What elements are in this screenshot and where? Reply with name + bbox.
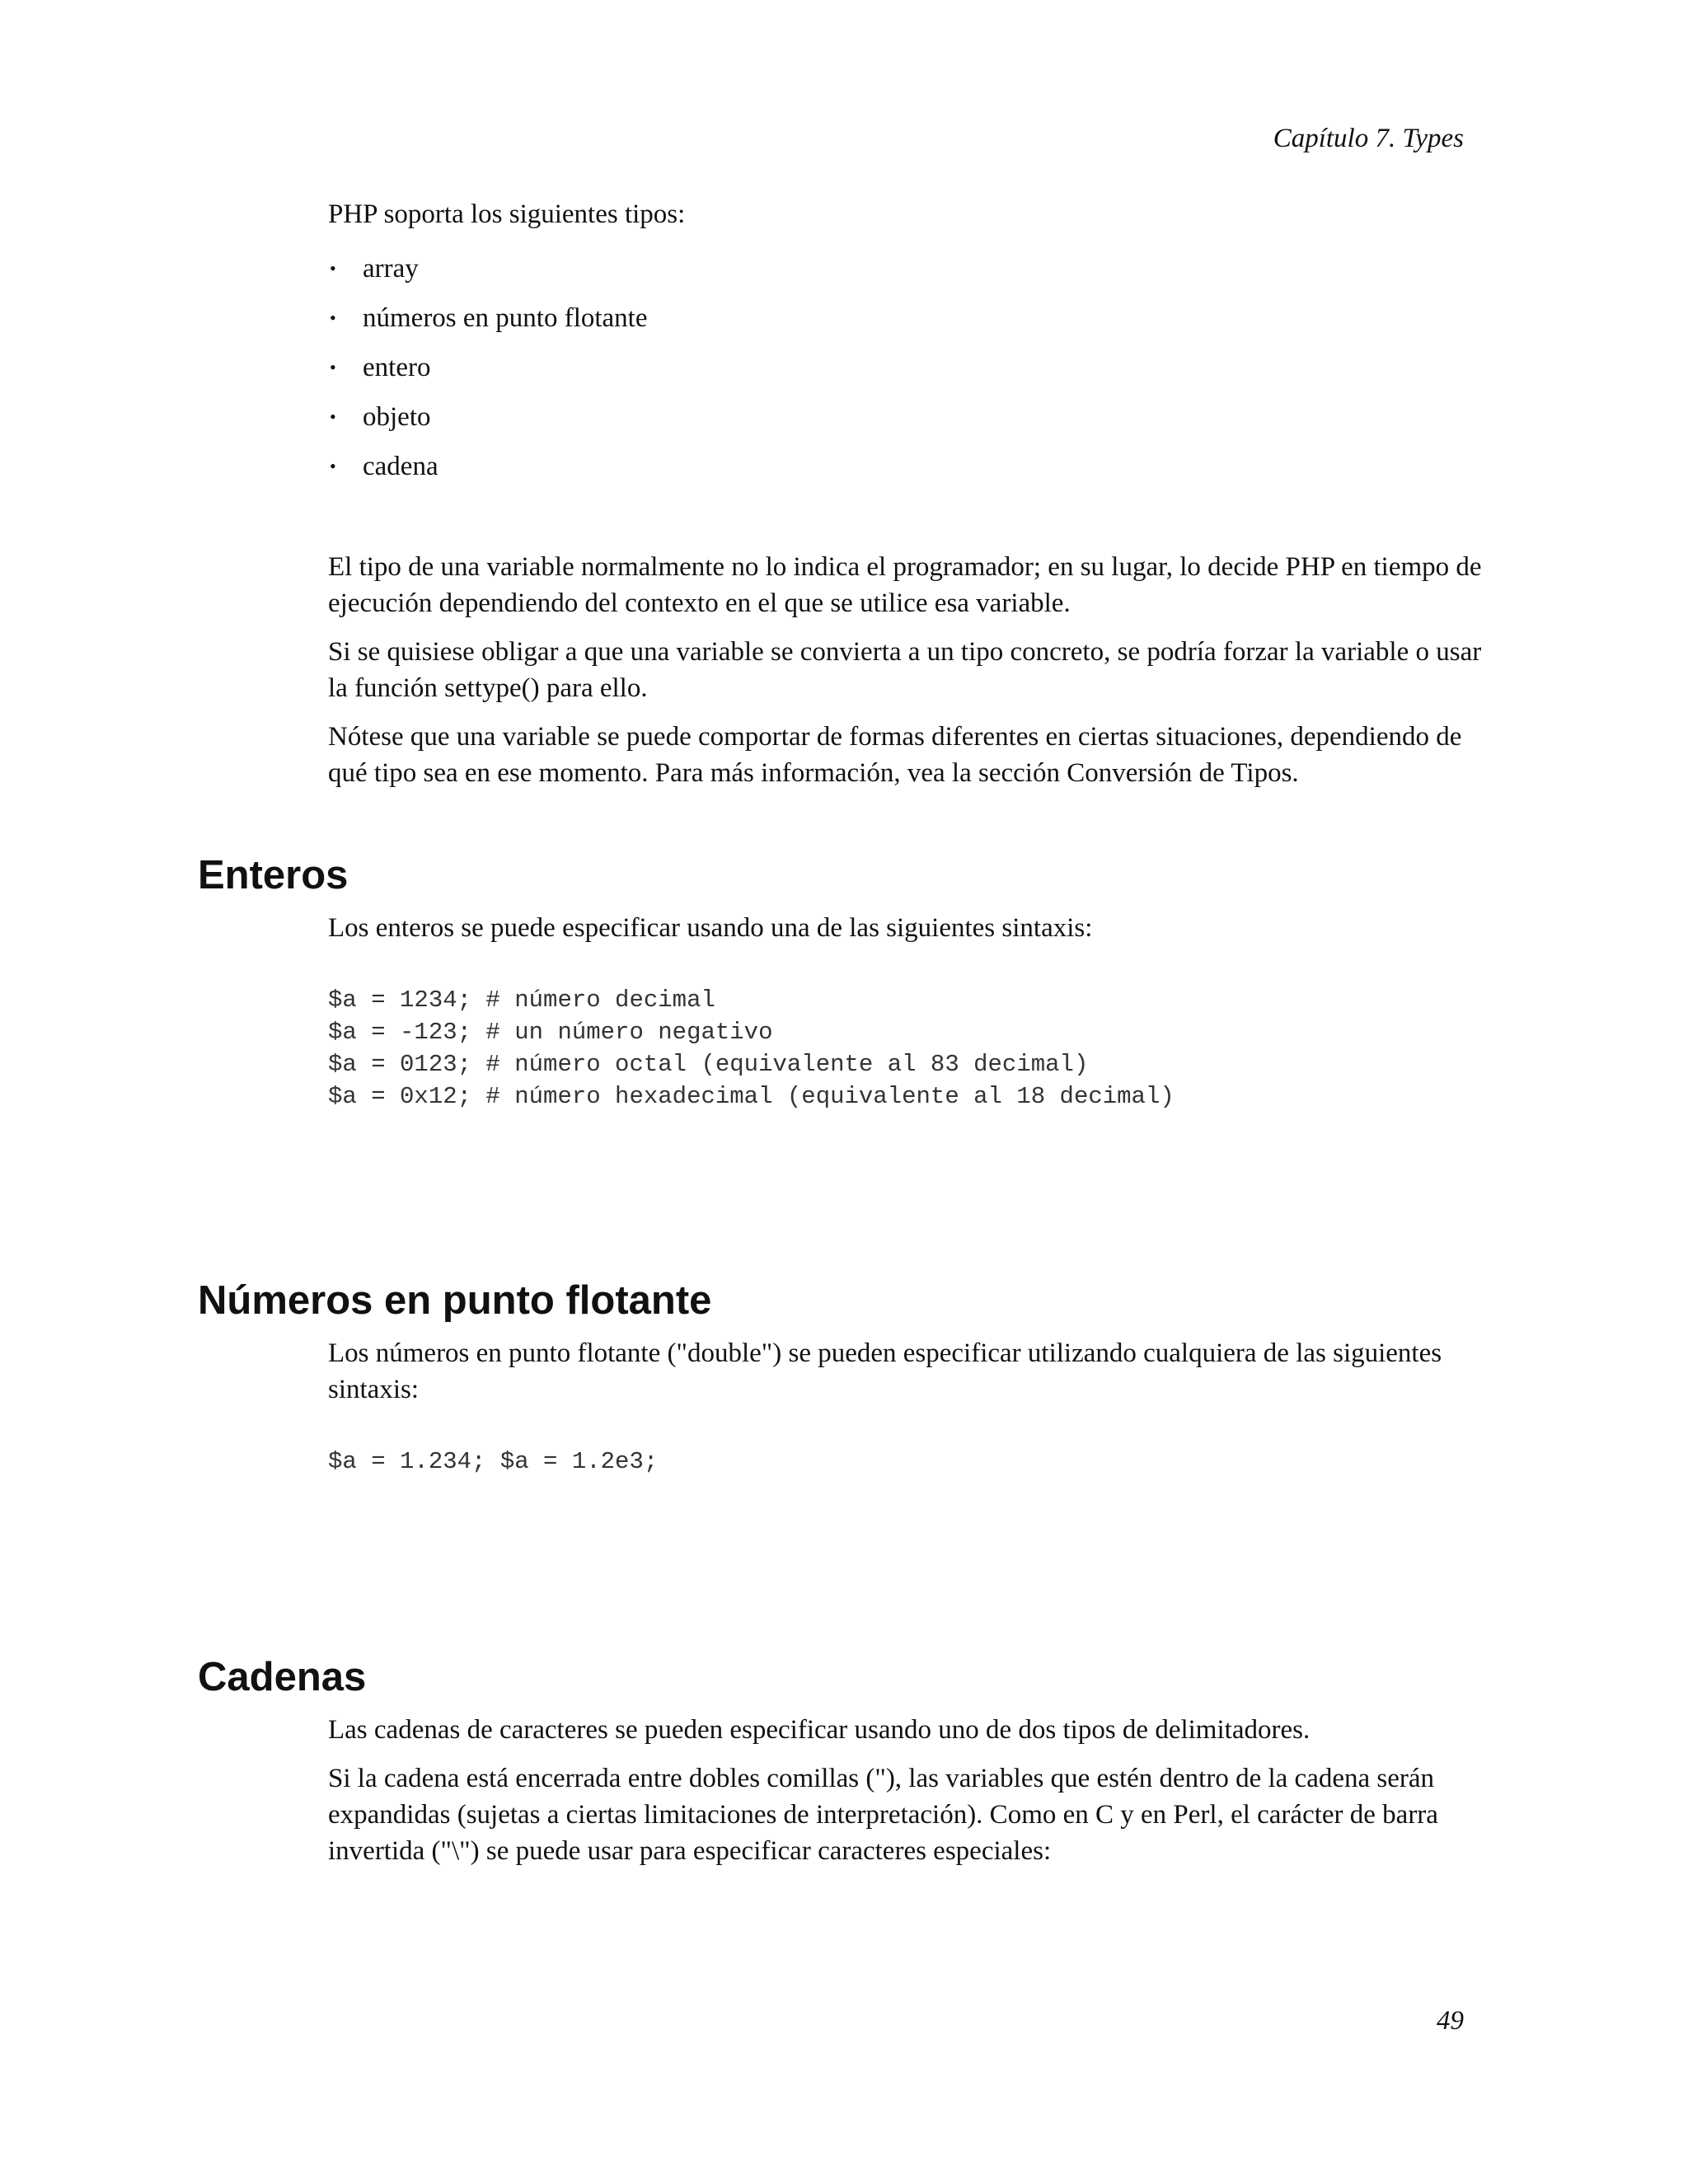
section-heading-cadenas: Cadenas [198,1655,367,1699]
types-intro: PHP soporta los siguientes tipos: [328,199,686,229]
bullet-icon: • [330,406,336,427]
page-content [198,196,1482,1869]
bullet-icon: • [330,456,336,476]
bullet-icon: • [330,357,336,377]
list-item-label: números en punto flotante [363,303,648,333]
code-block-flotantes: $a = 1.234; $a = 1.2e3; [328,1448,659,1475]
bullet-icon: • [330,307,336,328]
running-header: Capítulo 7. Types [1273,124,1464,153]
section-heading-enteros: Enteros [198,853,349,898]
types-list [328,244,1482,491]
list-item [328,442,1482,491]
types-explanation [328,549,1482,791]
paragraph: Nótese que una variable se puede comportar de formas diferentes en ciertas situaciones, dependiendo de qué tipo sea en ese momento. Para más información, vea la sección Conversión de Tipos. [328,722,1462,788]
cadenas-intro: Las cadenas de caracteres se pueden especificar usando uno de dos tipos de delimitadores. [328,1715,1311,1745]
paragraph: El tipo de una variable normalmente no lo indica el programador; en su lugar, lo decide PHP en tiempo de ejecución dependiendo del contexto en el que se utilice esa variable. [328,552,1482,618]
list-item-label: array [363,254,419,284]
list-item [328,293,1482,343]
list-item-label: cadena [363,452,438,481]
enteros-intro: Los enteros se puede especificar usando una de las siguientes sintaxis: [328,913,1093,943]
paragraph: Si la cadena está encerrada entre dobles comillas ("), las variables que estén dentro de la cadena serán expandidas (sujetas a ciertas limitaciones de interpretación). Como en C y en Perl, el carácter de barra invertida ("\") se puede usar para especificar caracteres especiales: [328,1764,1438,1866]
section-heading-flotantes: Números en punto flotante [198,1278,712,1323]
flotantes-intro: Los números en punto flotante ("double") se pueden especificar utilizando cualquiera de las siguientes sintaxis: [328,1338,1442,1404]
code-block-enteros: $a = 1234; # número decimal $a = -123; # un número negativo $a = 0123; # número octal (equivalente al 83 decimal) $a = 0x12; # número hexadecimal (equivalente al 18 decimal) [328,987,1175,1110]
list-item-label: entero [363,353,431,382]
list-item-label: objeto [363,402,431,432]
list-item [328,343,1482,392]
bullet-icon: • [330,258,336,279]
list-item [328,244,1482,293]
paragraph: Si se quisiese obligar a que una variable se convierta a un tipo concreto, se podría forzar la variable o usar la función settype() para ello. [328,637,1482,703]
page-number: 49 [1437,2006,1464,2036]
list-item [328,392,1482,442]
